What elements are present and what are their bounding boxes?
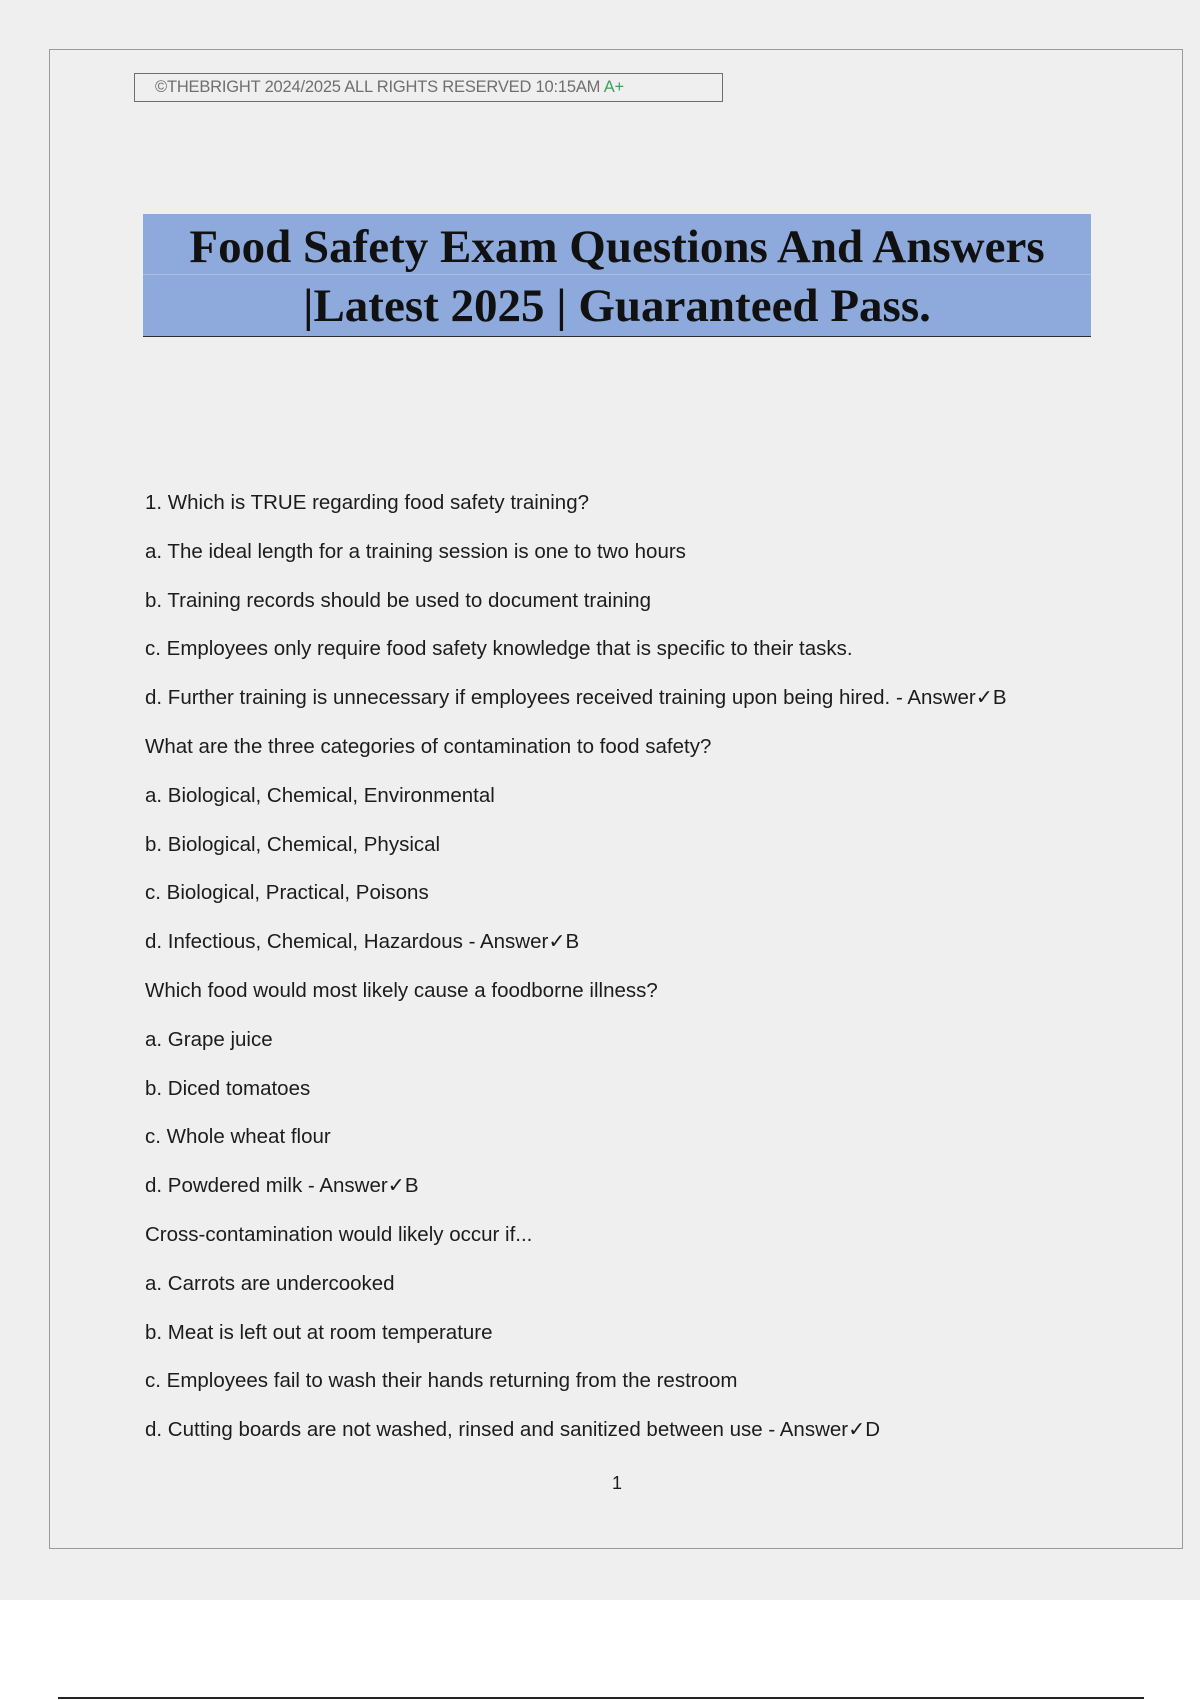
page-number: 1	[611, 1473, 622, 1493]
copyright-text: ©THEBRIGHT 2024/2025 ALL RIGHTS RESERVED 10:15AM	[155, 78, 601, 96]
answer-option: c. Employees only require food safety knowledge that is specific to their tasks.	[145, 637, 853, 661]
answer-option: b. Training records should be used to document training	[145, 588, 651, 612]
grade-badge: A+	[603, 78, 624, 96]
question-text: Cross-contamination would likely occur if...	[145, 1222, 533, 1246]
answer-option-with-key: d. Further training is unnecessary if employees received training upon being hired. - Answer✓B	[145, 686, 1007, 710]
question-text: 1. Which is TRUE regarding food safety training?	[145, 491, 590, 514]
question-list	[145, 483, 1145, 1459]
question-text: Which food would most likely cause a foodborne illness?	[145, 978, 658, 1002]
document-title-line-1: Food Safety Exam Questions And Answers	[189, 221, 1045, 273]
answer-option: b. Meat is left out at room temperature	[145, 1320, 493, 1344]
answer-option: c. Biological, Practical, Poisons	[145, 881, 429, 905]
bottom-divider	[58, 1697, 1144, 1699]
copyright-header	[134, 73, 723, 102]
answer-option: c. Whole wheat flour	[145, 1125, 331, 1149]
answer-option: a. Grape juice	[145, 1027, 273, 1051]
answer-option: c. Employees fail to wash their hands returning from the restroom	[145, 1369, 738, 1393]
answer-option-with-key: d. Infectious, Chemical, Hazardous - Answer✓B	[145, 930, 580, 954]
document-title-line-2: |Latest 2025 | Guaranteed Pass.	[303, 280, 931, 332]
answer-option: a. The ideal length for a training session is one to two hours	[145, 539, 686, 563]
question-text: What are the three categories of contamination to food safety?	[145, 734, 712, 758]
answer-option-with-key: d. Powdered milk - Answer✓B	[145, 1174, 419, 1198]
answer-option-with-key: d. Cutting boards are not washed, rinsed and sanitized between use - Answer✓D	[145, 1418, 881, 1442]
answer-option: b. Biological, Chemical, Physical	[145, 832, 441, 856]
answer-option: a. Biological, Chemical, Environmental	[145, 783, 495, 807]
answer-option: a. Carrots are undercooked	[145, 1271, 395, 1295]
answer-option: b. Diced tomatoes	[145, 1076, 311, 1100]
document-title-banner	[143, 214, 1091, 337]
